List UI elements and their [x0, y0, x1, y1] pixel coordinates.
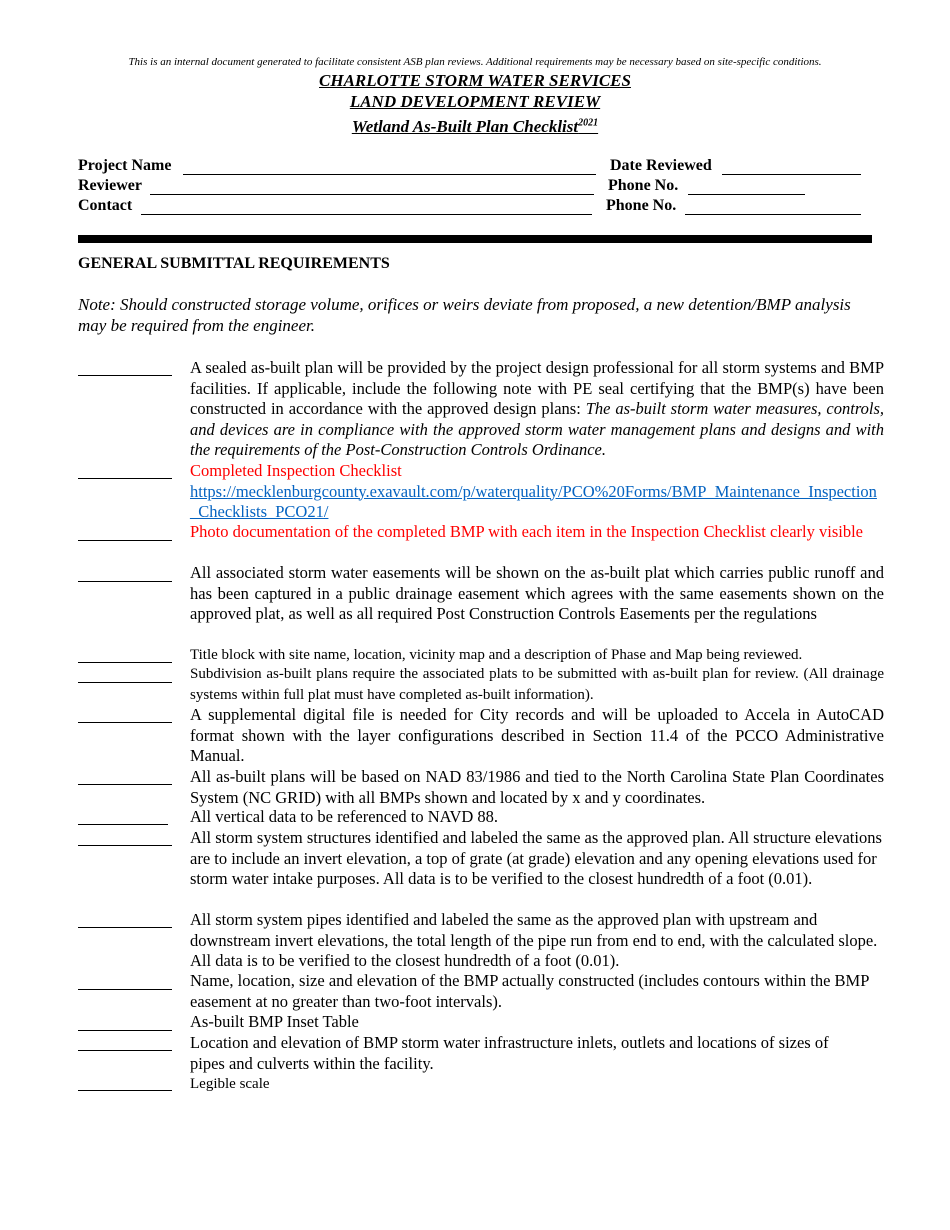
reviewer-field[interactable]: [150, 194, 594, 195]
checklist-item-inset-table: As-built BMP Inset Table: [190, 1012, 359, 1031]
checklist-item-digital-file: A supplemental digital file is needed for City records and will be uploaded to Accela in AutoCAD format shown with the layer configurations described in Section 11.4 of the PCCO Administrative Manual.: [190, 705, 884, 765]
checkbox-blank-4[interactable]: [78, 581, 172, 582]
date-reviewed-label: Date Reviewed: [610, 157, 712, 174]
reviewer-label: Reviewer: [78, 177, 142, 194]
checkbox-blank-12[interactable]: [78, 989, 172, 990]
checkbox-blank-9[interactable]: [78, 824, 168, 825]
project-name-field[interactable]: [183, 174, 596, 175]
checklist-item-sealed-plan: A sealed as-built plan will be provided by the project design professional for all storm systems and BMP facilities. If applicable, include the following note with PE seal certifying that the BMP(s) have been constructed in accordance with the approved design plans: The as-built storm water measures, controls, and devices are in compliance with the approved storm water management plans and designs and with the requirements of the Post-Construction Controls Ordinance.: [190, 358, 885, 459]
section-note: Note: Should constructed storage volume, orifices or weirs deviate from proposed, a new detention/BMP analysis may be required from the engineer.: [78, 295, 851, 335]
checkbox-blank-5[interactable]: [78, 662, 172, 663]
section-divider: [78, 235, 872, 243]
checklist-item-pipes: All storm system pipes identified and labeled the same as the approved plan with upstream and downstream invert elevations, the total length of the pipe run from end to end, with the calculated slope. All data is to be verified to the closest hundredth of a foot (0.01).: [190, 910, 878, 970]
title-line-2: LAND DEVELOPMENT REVIEW: [349, 92, 601, 111]
checklist-item-easements: All associated storm water easements will be shown on the as-built plat which carries public runoff and has been captured in a public drainage easement which agrees with the same easements shown on the approved plat, as well as all required Post Construction Controls Easements per the regulations: [190, 563, 884, 623]
phone-label-1: Phone No.: [608, 177, 679, 194]
checkbox-blank-8[interactable]: [78, 784, 172, 785]
checkbox-blank-1[interactable]: [78, 375, 172, 376]
project-name-label: Project Name: [78, 157, 172, 174]
inspection-checklist-label: Completed Inspection Checklist: [190, 461, 402, 480]
pe-certification-note: The as-built storm water measures, controls, and devices are in compliance with the approved storm water management plans and designs and with the requirements of the Post-Construction Controls Ordinance.: [190, 399, 885, 459]
checklist-title: Wetland As-Built Plan Checklist: [351, 116, 579, 136]
checklist-item-subdivision-plats: Subdivision as-built plans require the associated plats to be submitted with as-built plan for review. (All drainage systems within full plat must have completed as-built information).: [190, 666, 884, 703]
checkbox-blank-14[interactable]: [78, 1050, 172, 1051]
checklist-item-infrastructure: Location and elevation of BMP storm water infrastructure inlets, outlets and locations of sizes of pipes and culverts within the facility.: [190, 1033, 829, 1073]
checkbox-blank-2[interactable]: [78, 478, 172, 479]
checkbox-blank-13[interactable]: [78, 1030, 172, 1031]
checkbox-blank-10[interactable]: [78, 845, 172, 846]
inspection-checklist-link[interactable]: https://mecklenburgcounty.exavault.com/p/waterquality/PCO%20Forms/BMP_Maintenance_Inspection_Checklists_PCO21/: [190, 481, 877, 521]
checkbox-blank-3[interactable]: [78, 540, 172, 541]
phone-label-2: Phone No.: [606, 197, 677, 214]
checklist-item-title-block: Title block with site name, location, vicinity map and a description of Phase and Map being reviewed.: [190, 647, 803, 663]
contact-phone-field[interactable]: [685, 214, 861, 215]
disclaimer-note: This is an internal document generated to facilitate consistent ASB plan reviews. Additional requirements may be necessary based on site-specific conditions.: [128, 56, 822, 68]
checklist-item-legible-scale: Legible scale: [190, 1076, 270, 1092]
title-year: 2021: [578, 117, 599, 128]
date-reviewed-field[interactable]: [722, 174, 861, 175]
contact-field[interactable]: [141, 214, 592, 215]
checklist-item-inspection-checklist: [190, 461, 884, 523]
checklist-item-nad83: All as-built plans will be based on NAD 83/1986 and tied to the North Carolina State Plan Coordinates System (NC GRID) with all BMPs shown and located by x and y coordinates.: [190, 767, 884, 807]
reviewer-phone-field[interactable]: [688, 194, 805, 195]
checklist-item-structures: All storm system structures identified and labeled the same as the approved plan. All structure elevations are to include an invert elevation, a top of grate (at grade) elevation and any opening elevations used for storm water intake purposes. All data is to be verified to the closest hundredth of a foot (0.01).: [190, 828, 882, 888]
checkbox-blank-11[interactable]: [78, 927, 172, 928]
title-line-1: CHARLOTTE STORM WATER SERVICES: [319, 71, 631, 90]
contact-label: Contact: [78, 197, 133, 214]
section-heading: GENERAL SUBMITTAL REQUIREMENTS: [78, 255, 390, 272]
title-line-3: [0, 113, 950, 137]
checklist-item-photo-documentation: Photo documentation of the completed BMP with each item in the Inspection Checklist clearly visible: [190, 522, 863, 541]
checkbox-blank-15[interactable]: [78, 1090, 172, 1091]
checkbox-blank-6[interactable]: [78, 682, 172, 683]
checkbox-blank-7[interactable]: [78, 722, 172, 723]
checklist-item-bmp-constructed: Name, location, size and elevation of the BMP actually constructed (includes contours within the BMP easement at no greater than two-foot intervals).: [190, 971, 869, 1011]
checklist-item-navd88: All vertical data to be referenced to NAVD 88.: [190, 807, 499, 826]
